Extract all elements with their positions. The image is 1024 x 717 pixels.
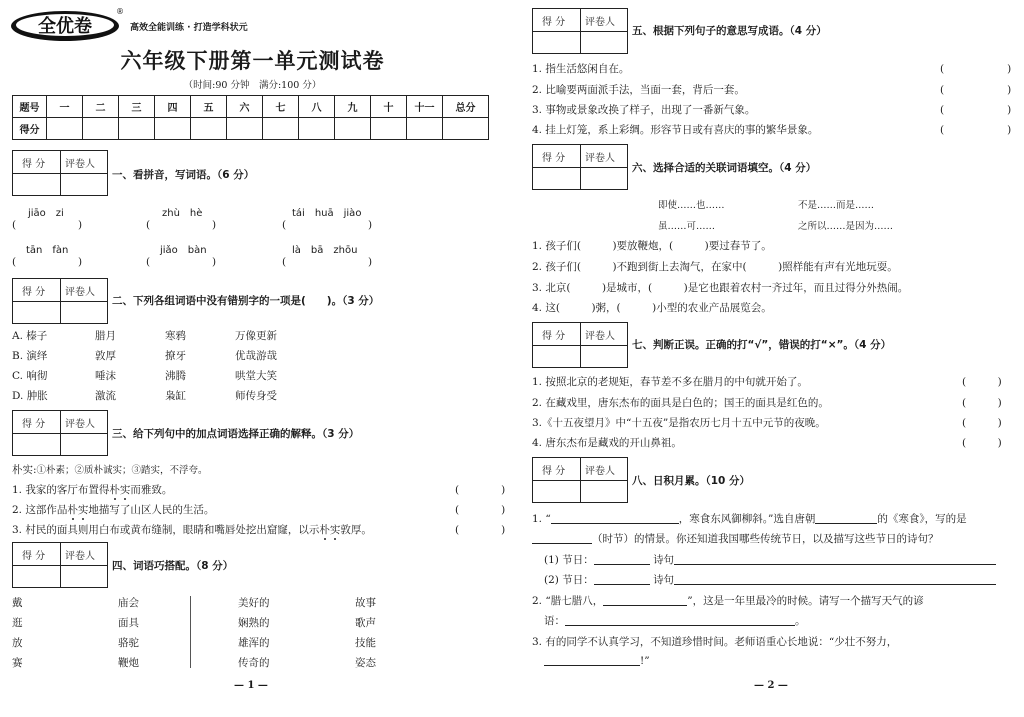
answer-paren[interactable]: ( ) (940, 84, 1012, 96)
grader-score-label: 得 分 (22, 287, 46, 298)
match-word[interactable]: 戴 (12, 597, 23, 609)
page-two (518, 0, 1024, 717)
question-text: 。 (795, 615, 806, 627)
match-word[interactable]: 庙会 (118, 597, 139, 609)
section-4-title: 四、词语巧搭配。（8 分） (112, 560, 234, 572)
grader-score-label: 得 分 (542, 153, 566, 164)
answer-paren-close: ) (78, 219, 83, 231)
pinyin: tái huā jiào (292, 208, 362, 219)
answer-paren[interactable]: ( ) (940, 63, 1012, 75)
logo-text: 全优卷 (38, 16, 92, 37)
option-word: 万像更新 (235, 330, 277, 342)
grader-box (532, 144, 628, 190)
score-cell: 得分 (13, 118, 47, 140)
section-6-title: 六、选择合适的关联词语填空。（4 分） (632, 162, 817, 174)
answer-paren[interactable]: ( ) (455, 484, 506, 496)
question: 1. 指生活悠闲自在。 (532, 63, 630, 75)
answer-blank[interactable] (594, 573, 650, 585)
question[interactable]: 3. 北京( )是城市，( )是它也跟着农村一齐过年，而且过得分外热闹。 (532, 282, 909, 294)
score-input-cell[interactable] (371, 118, 407, 140)
match-word[interactable]: 面具 (118, 617, 139, 629)
answer-paren-close: ) (368, 256, 373, 268)
grader-score-label: 得 分 (22, 419, 46, 430)
grader-name-label: 评卷人 (585, 331, 615, 342)
match-word[interactable]: 鞭炮 (118, 657, 139, 669)
pinyin: zhù hè (162, 208, 203, 219)
question-text: !” (640, 655, 650, 667)
answer-paren-close: ) (78, 256, 83, 268)
score-input-cell[interactable] (299, 118, 335, 140)
pinyin: jiǎo bàn (160, 245, 207, 256)
question-text: 2. 这部作品 (12, 504, 68, 516)
option-word: 哄堂大笑 (235, 370, 277, 382)
question: 3.《十五夜望月》中“十五夜”是指农历七月十五中元节的夜晚。 (532, 417, 826, 429)
question-line (532, 593, 924, 608)
section-5-title: 五、根据下列句子的意思写成语。（4 分） (632, 25, 827, 37)
answer-blank[interactable] (551, 512, 679, 524)
match-word[interactable]: 传奇的 (238, 657, 270, 669)
grader-name-label: 评卷人 (65, 419, 95, 430)
grader-box (532, 457, 628, 503)
grader-name-label: 评卷人 (65, 551, 95, 562)
question-line: 3. 有的同学不认真学习，不知道珍惜时间。老师语重心长地说：“少壮不努力， (532, 636, 898, 648)
answer-paren-open: ( (12, 256, 17, 268)
answer-blank[interactable] (565, 614, 795, 626)
grader-score-label: 得 分 (542, 17, 566, 28)
answer-paren-open: ( (12, 219, 17, 231)
brand-logo (10, 8, 120, 42)
dotted-char: 朴 (319, 524, 330, 536)
question: 4. 唐东杰布是藏戏的开山鼻祖。 (532, 437, 682, 449)
match-word[interactable]: 放 (12, 637, 23, 649)
question-text: 语： (544, 615, 565, 627)
option-word: 激流 (95, 390, 116, 402)
option-word: 唾沫 (95, 370, 116, 382)
festival-line (544, 572, 996, 587)
question: 2. 在藏戏里，唐东杰布的面具是白色的；国王的面具是红色的。 (532, 397, 829, 409)
question (12, 502, 214, 517)
question: 3. 事物或景象改换了样子，出现了一番新气象。 (532, 104, 756, 116)
connective-option: 即使……也…… (658, 200, 725, 211)
score-input-cell[interactable] (335, 118, 371, 140)
dotted-char: 朴 (67, 504, 78, 516)
score-cell: 三 (119, 96, 155, 118)
question (12, 522, 372, 537)
question-text: （时节）的情景。你还知道我国哪些传统节日，以及描写这些节日的诗句？ (592, 533, 939, 545)
slogan: 高效全能训练 · 打造学科状元 (130, 23, 248, 33)
answer-paren-close: ) (212, 219, 217, 231)
grader-score-label: 得 分 (542, 466, 566, 477)
score-input-cell[interactable] (227, 118, 263, 140)
grader-name-label: 评卷人 (585, 466, 615, 477)
question[interactable]: 4. 这( )粥，( )小型的农业产品展览会。 (532, 302, 772, 314)
connective-option: 不是……而是…… (798, 200, 875, 211)
option-word: 枭缸 (165, 390, 186, 402)
question: 2. 比喻要两面派手法，当面一套，背后一套。 (532, 84, 745, 96)
question-text: 地描写了山区人民的生活。 (88, 504, 215, 516)
score-cell: 八 (299, 96, 335, 118)
answer-paren-close: ) (368, 219, 373, 231)
option-label: D. 肿胀 (12, 390, 48, 402)
answer-paren-open: ( (146, 256, 151, 268)
score-input-cell[interactable] (443, 118, 489, 140)
option-label: B. 演绎 (12, 350, 48, 362)
option-word: 寒鸦 (165, 330, 186, 342)
question: 1. 按照北京的老规矩，春节差不多在腊月的中旬就开始了。 (532, 376, 808, 388)
question (12, 482, 172, 497)
question-text: 2. “腊七腊八， (532, 595, 604, 607)
option-word: 撩牙 (165, 350, 186, 362)
section-7-title: 七、判断正误。正确的打“√”，错误的打“×”。（4 分） (632, 339, 892, 351)
match-word[interactable]: 美好的 (238, 597, 270, 609)
option-label: C. 响彻 (12, 370, 48, 382)
answer-blank[interactable] (815, 512, 877, 524)
question-text: 敦厚。 (340, 524, 372, 536)
pinyin: jiāo zi (28, 208, 64, 219)
score-input-cell[interactable] (407, 118, 443, 140)
score-cell: 一 (47, 96, 83, 118)
score-input-cell[interactable] (83, 118, 119, 140)
grader-name-label: 评卷人 (65, 159, 95, 170)
question-line (532, 511, 967, 526)
question: 4. 挂上灯笼，系上彩绸。形容节日或有喜庆的事的繁华景象。 (532, 124, 819, 136)
grader-name-label: 评卷人 (65, 287, 95, 298)
answer-paren-close: ) (212, 256, 217, 268)
grader-score-label: 得 分 (22, 551, 46, 562)
dotted-char: 实 (119, 484, 131, 496)
question-line (544, 654, 650, 667)
question-text: ，寒食东风御柳斜。”选自唐朝 (678, 513, 816, 525)
question-text: 3. 村民的面具则用白布或黄布缝制，眼睛和嘴唇处挖出窟窿，以示 (12, 524, 320, 536)
section-2-title: 二、下列各组词语中没有错别字的一项是( )。（3 分） (112, 295, 380, 307)
dotted-char: 实 (77, 504, 89, 516)
option-word: 优哉游哉 (235, 350, 277, 362)
answer-paren[interactable]: ( ) (940, 124, 1012, 136)
definitions-list: ①朴素；②质朴诚实；③踏实，不浮夸。 (36, 465, 208, 476)
answer-paren-open: ( (146, 219, 151, 231)
answer-paren[interactable]: ( ) (940, 104, 1012, 116)
option-label: A. 榛子 (12, 330, 48, 342)
poem-label: 诗句 (653, 554, 675, 566)
option-word: 敦厚 (95, 350, 116, 362)
answer-paren[interactable]: ( ) (962, 437, 1002, 449)
score-input-cell[interactable] (119, 118, 155, 140)
option-word: 腊月 (95, 330, 116, 342)
column-divider (190, 596, 191, 668)
match-word[interactable]: 歌声 (355, 617, 376, 629)
grader-box (12, 542, 108, 588)
option-word: 师传身受 (235, 390, 277, 402)
answer-blank[interactable] (544, 654, 640, 666)
answer-paren[interactable]: ( ) (962, 376, 1002, 388)
match-word[interactable]: 雄浑的 (238, 637, 270, 649)
question-text: 的《寒食》，写的是 (877, 513, 967, 525)
answer-blank[interactable] (674, 553, 996, 565)
grader-box (12, 278, 108, 324)
registered-mark: ® (116, 7, 124, 16)
score-input-cell[interactable] (155, 118, 191, 140)
grader-score-label: 得 分 (22, 159, 46, 170)
score-cell: 二 (83, 96, 119, 118)
score-input-cell[interactable] (263, 118, 299, 140)
grader-box (532, 322, 628, 368)
question[interactable]: 2. 孩子们( )不跑到街上去淘气，在家中( )照样能有声有光地玩耍。 (532, 261, 898, 273)
connective-option: 虽……可…… (658, 221, 716, 232)
section-8-title: 八、日积月累。（10 分） (632, 475, 751, 487)
score-cell: 十 (371, 96, 407, 118)
match-word[interactable]: 娴熟的 (238, 617, 270, 629)
match-word[interactable]: 赛 (12, 657, 23, 669)
match-word[interactable]: 逛 (12, 617, 23, 629)
match-word[interactable]: 故事 (355, 597, 376, 609)
exam-subtitle: （时间:90 分钟 满分:100 分） (183, 80, 322, 91)
section-3-title: 三、给下列句中的加点词语选择正确的解释。（3 分） (112, 428, 360, 440)
answer-blank[interactable] (603, 594, 687, 606)
definitions (12, 462, 208, 477)
score-input-cell[interactable] (191, 118, 227, 140)
dotted-char: 朴 (109, 484, 120, 496)
answer-paren[interactable]: ( ) (455, 524, 506, 536)
option-word: 沸腾 (165, 370, 186, 382)
score-cell: 六 (227, 96, 263, 118)
answer-paren-open: ( (282, 219, 287, 231)
poem-label: 诗句 (653, 574, 675, 586)
score-cell: 题号 (13, 96, 47, 118)
score-cell: 总分 (443, 96, 489, 118)
answer-paren[interactable]: ( ) (455, 504, 506, 516)
grader-box (532, 8, 628, 54)
page-number: — 2 — (754, 680, 788, 691)
grader-name-label: 评卷人 (585, 153, 615, 164)
score-table (12, 95, 489, 140)
score-input-cell[interactable] (47, 118, 83, 140)
score-cell: 九 (335, 96, 371, 118)
grader-box (12, 150, 108, 196)
page-number: — 1 — (234, 680, 268, 691)
festival-label: (2) 节日： (544, 574, 594, 586)
score-cell: 七 (263, 96, 299, 118)
answer-blank[interactable] (594, 553, 650, 565)
answer-paren[interactable]: ( ) (962, 397, 1002, 409)
festival-line (544, 552, 996, 567)
pinyin: tān fàn (26, 245, 69, 256)
score-cell: 四 (155, 96, 191, 118)
score-table-score-row (13, 118, 489, 140)
festival-label: (1) 节日： (544, 554, 594, 566)
score-cell: 十一 (407, 96, 443, 118)
answer-blank[interactable] (532, 532, 592, 544)
grader-name-label: 评卷人 (585, 17, 615, 28)
question-text: ”，这是一年里最冷的时候。请写一个描写天气的谚 (687, 595, 924, 607)
question-text: 1. “ (532, 513, 551, 525)
match-word[interactable]: 技能 (355, 637, 376, 649)
answer-paren[interactable]: ( ) (962, 417, 1002, 429)
section-1-title: 一、看拼音，写词语。（6 分） (112, 169, 255, 181)
question-line (544, 613, 806, 628)
score-cell: 五 (191, 96, 227, 118)
answer-paren-open: ( (282, 256, 287, 268)
dotted-char: 实 (329, 524, 341, 536)
grader-score-label: 得 分 (542, 331, 566, 342)
match-word[interactable]: 骆驼 (118, 637, 139, 649)
match-word[interactable]: 姿态 (355, 657, 376, 669)
answer-blank[interactable] (674, 573, 996, 585)
pinyin: là bā zhōu (292, 245, 358, 256)
exam-title: 六年级下册第一单元测试卷 (120, 48, 385, 73)
question[interactable]: 1. 孩子们( )要放鞭炮，( )要过春节了。 (532, 240, 772, 252)
grader-box (12, 410, 108, 456)
connective-option: 之所以……是因为…… (798, 221, 894, 232)
page-one (0, 0, 505, 717)
question-line (532, 531, 939, 546)
definitions-prefix: 朴实: (12, 464, 37, 476)
score-table-header-row (13, 96, 489, 118)
question-text: 而雅致。 (130, 484, 173, 496)
question-text: 1. 我家的客厅布置得 (12, 484, 110, 496)
